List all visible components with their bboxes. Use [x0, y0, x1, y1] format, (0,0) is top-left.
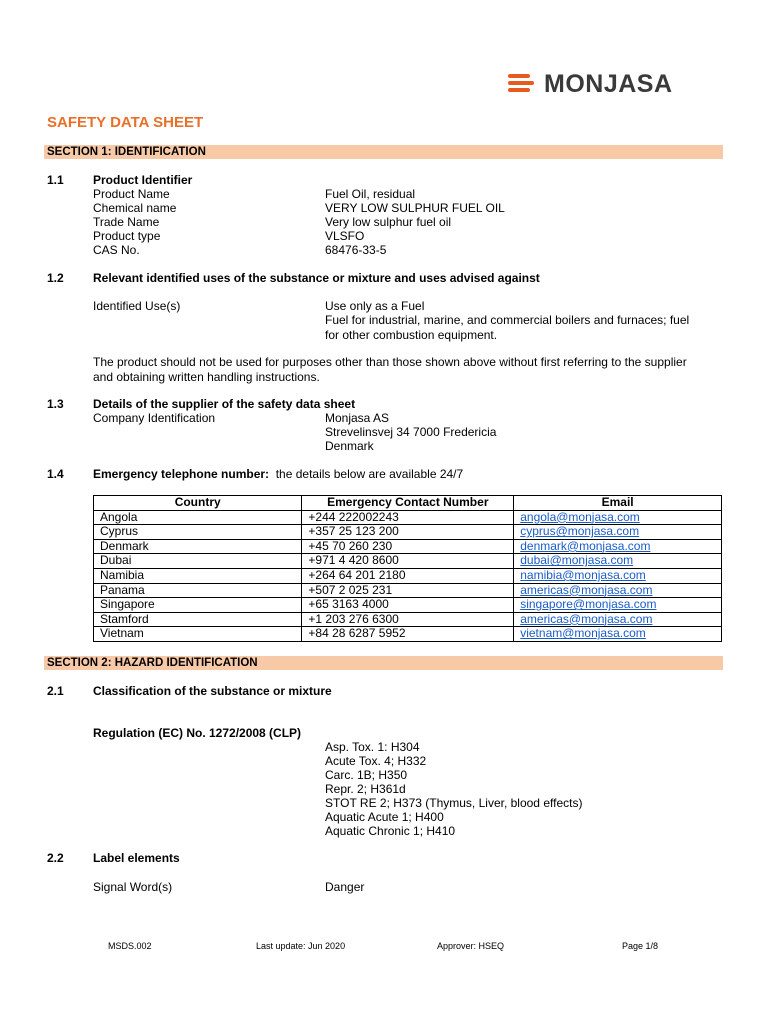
section-2-1-title: Classification of the substance or mixture	[93, 684, 332, 698]
usage-note-line-2: and obtaining written handling instructions.	[93, 370, 320, 384]
column-header-email: Email	[514, 496, 722, 511]
signal-word-label: Signal Word(s)	[93, 880, 173, 894]
table-row	[94, 554, 722, 569]
section-1-1-title: Product Identifier	[93, 173, 193, 187]
section-1-4-number: 1.4	[47, 467, 64, 481]
country-cell: Cyprus	[94, 525, 302, 540]
phone-cell: +357 25 123 200	[302, 525, 514, 540]
brand-name: MONJASA	[544, 70, 673, 98]
phone-cell: +244 222002243	[302, 510, 514, 525]
column-header-phone: Emergency Contact Number	[302, 496, 514, 511]
column-header-country: Country	[94, 496, 302, 511]
section-2-header	[44, 656, 723, 670]
hazard-class-2: Acute Tox. 4; H332	[325, 754, 427, 768]
phone-cell: +971 4 420 8600	[302, 554, 514, 569]
phone-cell: +264 64 201 2180	[302, 568, 514, 583]
monjasa-flame-icon	[508, 72, 536, 98]
email-cell	[514, 539, 722, 554]
signal-word-value: Danger	[325, 880, 365, 894]
company-name: Monjasa AS	[325, 411, 390, 425]
monjasa-logo	[508, 70, 673, 99]
table-row	[94, 539, 722, 554]
footer-approver: Approver: HSEQ	[437, 941, 505, 951]
company-identification-label: Company Identification	[93, 411, 216, 425]
hazard-class-6: Aquatic Acute 1; H400	[325, 810, 444, 824]
email-cell	[514, 612, 722, 627]
country-cell: Panama	[94, 583, 302, 598]
section-2-1-number: 2.1	[47, 684, 64, 698]
country-cell: Dubai	[94, 554, 302, 569]
email-cell	[514, 568, 722, 583]
hazard-class-3: Carc. 1B; H350	[325, 768, 408, 782]
table-row	[94, 612, 722, 627]
emergency-contacts-table	[93, 495, 722, 642]
identified-uses-line-3: for other combustion equipment.	[325, 328, 498, 342]
regulation-heading: Regulation (EC) No. 1272/2008 (CLP)	[93, 726, 302, 740]
section-1-title: SECTION 1: IDENTIFICATION	[47, 146, 206, 158]
email-cell	[514, 554, 722, 569]
product-type-label: Product type	[93, 229, 161, 243]
cas-no-label: CAS No.	[93, 243, 140, 257]
footer-document-code: MSDS.002	[108, 941, 152, 951]
trade-name-label: Trade Name	[93, 215, 160, 229]
phone-cell: +84 28 6287 5952	[302, 627, 514, 642]
email-link[interactable]: americas@monjasa.com	[520, 611, 653, 626]
phone-cell: +45 70 260 230	[302, 539, 514, 554]
identified-uses-line-2: Fuel for industrial, marine, and commercial boilers and furnaces; fuel	[325, 313, 690, 327]
document-title: SAFETY DATA SHEET	[47, 114, 204, 131]
email-link[interactable]: denmark@monjasa.com	[520, 538, 651, 553]
email-link[interactable]: cyprus@monjasa.com	[520, 524, 640, 539]
email-link[interactable]: americas@monjasa.com	[520, 582, 653, 597]
section-1-4-subtitle: the details below are available 24/7	[275, 467, 464, 481]
table-row	[94, 598, 722, 613]
phone-cell: +507 2 025 231	[302, 583, 514, 598]
footer-page-number: Page 1/8	[622, 941, 659, 951]
section-1-1-number: 1.1	[47, 173, 64, 187]
email-cell	[514, 598, 722, 613]
section-1-2-title: Relevant identified uses of the substance or mixture and uses advised against	[93, 271, 540, 285]
country-cell: Denmark	[94, 539, 302, 554]
hazard-class-7: Aquatic Chronic 1; H410	[325, 824, 456, 838]
section-1-4-heading	[93, 467, 463, 481]
cas-no-value: 68476-33-5	[325, 243, 387, 257]
country-cell: Angola	[94, 510, 302, 525]
hazard-class-1: Asp. Tox. 1: H304	[325, 740, 420, 754]
section-1-header	[44, 145, 723, 159]
chemical-name-label: Chemical name	[93, 201, 177, 215]
chemical-name-value: VERY LOW SULPHUR FUEL OIL	[325, 201, 505, 215]
phone-cell: +1 203 276 6300	[302, 612, 514, 627]
section-2-2-title: Label elements	[93, 851, 180, 865]
email-cell	[514, 583, 722, 598]
email-cell	[514, 627, 722, 642]
email-link[interactable]: angola@monjasa.com	[520, 509, 640, 524]
identified-uses-line-1: Use only as a Fuel	[325, 299, 425, 313]
table-row	[94, 510, 722, 525]
country-cell: Vietnam	[94, 627, 302, 642]
email-cell	[514, 510, 722, 525]
section-1-3-title: Details of the supplier of the safety data sheet	[93, 397, 356, 411]
email-link[interactable]: dubai@monjasa.com	[520, 553, 634, 568]
footer-last-update: Last update: Jun 2020	[256, 941, 346, 951]
country-cell: Stamford	[94, 612, 302, 627]
phone-cell: +65 3163 4000	[302, 598, 514, 613]
hazard-class-4: Repr. 2; H361d	[325, 782, 406, 796]
email-link[interactable]: namibia@monjasa.com	[520, 567, 646, 582]
trade-name-value: Very low sulphur fuel oil	[325, 215, 452, 229]
section-2-title: SECTION 2: HAZARD IDENTIFICATION	[47, 657, 258, 669]
table-row	[94, 583, 722, 598]
email-cell	[514, 525, 722, 540]
table-row	[94, 568, 722, 583]
country-cell: Singapore	[94, 598, 302, 613]
product-type-value: VLSFO	[325, 229, 365, 243]
section-1-4-title: Emergency telephone number:	[93, 467, 270, 481]
hazard-class-5: STOT RE 2; H373 (Thymus, Liver, blood effects)	[325, 796, 583, 810]
usage-note-line-1: The product should not be used for purposes other than those shown above without first referring to the supplier	[93, 355, 687, 369]
product-name-value: Fuel Oil, residual	[325, 187, 416, 201]
section-1-3-number: 1.3	[47, 397, 64, 411]
section-1-2-number: 1.2	[47, 271, 64, 285]
table-row	[94, 627, 722, 642]
email-link[interactable]: vietnam@monjasa.com	[520, 626, 646, 641]
table-header-row	[94, 496, 722, 511]
section-2-2-number: 2.2	[47, 851, 64, 865]
table-row	[94, 525, 722, 540]
product-name-label: Product Name	[93, 187, 170, 201]
company-address: Strevelinsvej 34 7000 Fredericia	[325, 425, 497, 439]
company-country: Denmark	[325, 439, 374, 453]
country-cell: Namibia	[94, 568, 302, 583]
identified-uses-label: Identified Use(s)	[93, 299, 181, 313]
email-link[interactable]: singapore@monjasa.com	[520, 597, 657, 612]
